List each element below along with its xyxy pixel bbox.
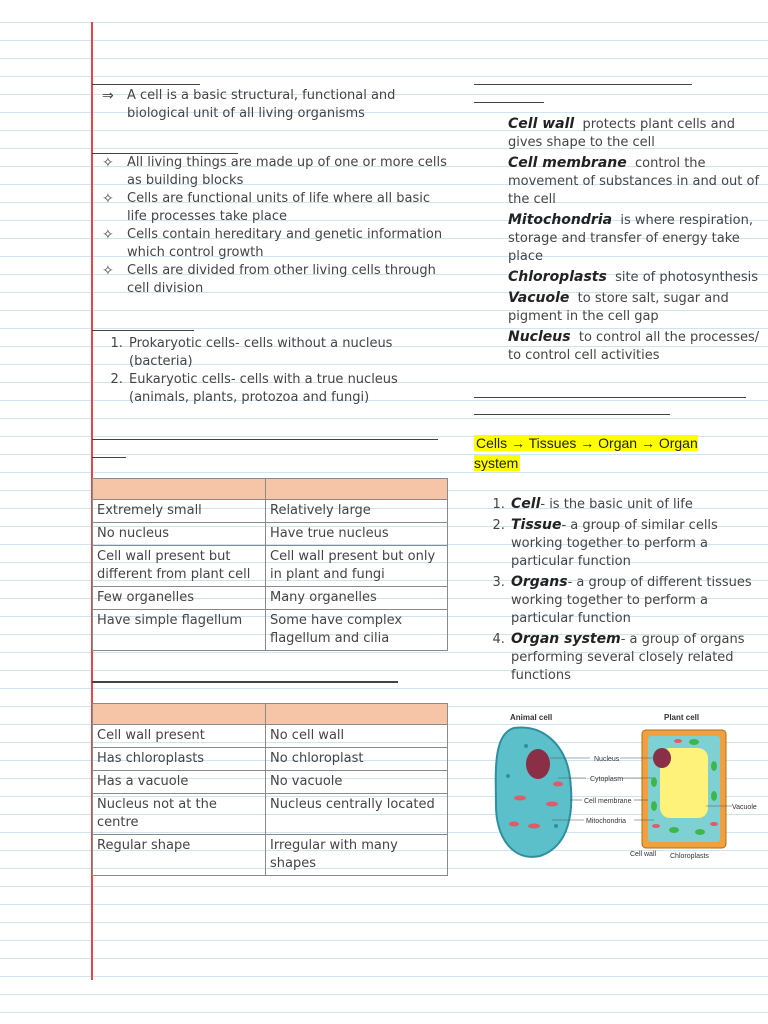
star-icon: ✧ <box>102 263 114 279</box>
table-row: No nucleus Have true nucleus <box>93 523 448 546</box>
label-cell-wall: Cell wall <box>630 851 657 858</box>
animal-cell-title: Animal cell <box>510 713 553 722</box>
table-header-cell <box>93 479 266 500</box>
table-row: Nucleus not at the centre Nucleus centrally located <box>93 794 448 835</box>
animal-cell-body <box>496 728 572 857</box>
star-icon: ✧ <box>102 227 114 243</box>
table-row: Regular shape Irregular with many shapes <box>93 835 448 876</box>
level-item: 2. Tissue- a group of similar cells working together to perform a particular function <box>509 516 764 571</box>
cell-diagram <box>474 706 764 866</box>
cell-theory-item: ✧ All living things are made up of one or more cells as building blocks <box>102 155 447 188</box>
plant-mitochondrion <box>674 739 682 743</box>
organelle-item: Cell membrane control the movement of substances in and out of the cell <box>508 155 760 207</box>
organelle-list <box>508 115 768 365</box>
cell-type-item: 2. Eukaryotic cells- cells with a true nucleus (animals, plants, protozoa and fungi) <box>127 371 452 407</box>
organelle-item: Cell wall protects plant cells and gives shape to the cell <box>508 116 736 150</box>
animal-mitochondrion <box>509 822 519 827</box>
hierarchy-block <box>474 433 736 473</box>
left-column <box>92 72 452 876</box>
organelle-item: Vacuole to store salt, sugar and pigment in the cell gap <box>508 290 729 324</box>
level-item: 1. Cell- is the basic unit of life <box>509 495 764 514</box>
plant-chloroplast <box>669 827 679 833</box>
table-header-row <box>93 704 448 725</box>
heading-blank-cell-types <box>92 318 194 331</box>
heading-blank-hierarchy-line1 <box>474 385 746 398</box>
hierarchy-highlight: Cells → Tissues → Organ → Organ system <box>474 435 698 471</box>
cell-types-list <box>92 335 452 407</box>
table-header-row <box>93 479 448 500</box>
heading-blank-table1-line2 <box>92 440 126 458</box>
cell-theory-item: ✧ Cells are functional units of life where all basic life processes take place <box>102 191 430 224</box>
definition-text: A cell is a basic structural, functional and biological unit of all living organisms <box>127 88 396 121</box>
definition-list <box>92 87 452 123</box>
cell-diagram-svg <box>474 706 764 866</box>
label-vacuole: Vacuole <box>732 804 757 811</box>
cell-type-item: 1. Prokaryotic cells- cells without a nucleus (bacteria) <box>127 335 452 371</box>
cell-theory-item: ✧ Cells are divided from other living cells through cell division <box>102 263 436 296</box>
animal-vesicle <box>524 744 528 748</box>
heading-blank-cell-theory <box>92 141 238 154</box>
plant-chloroplast <box>651 801 657 811</box>
table-header-cell <box>93 704 266 725</box>
organisation-levels-list <box>474 495 764 685</box>
plant-cell-title: Plant cell <box>664 713 700 722</box>
table-row: Has a vacuole No vacuole <box>93 771 448 794</box>
plant-mitochondrion <box>710 822 718 826</box>
label-nucleus: Nucleus <box>594 756 620 763</box>
label-cell-membrane: Cell membrane <box>584 798 632 805</box>
label-chloroplasts: Chloroplasts <box>670 853 709 860</box>
organelle-item: Mitochondria is where respiration, storage and transfer of energy take place <box>508 212 753 264</box>
heading-blank-table1-line1 <box>92 427 438 440</box>
plant-chloroplast <box>711 761 717 771</box>
plant-mitochondrion <box>652 824 660 828</box>
level-item: 3. Organs- a group of different tissues working together to perform a particular function <box>509 573 764 628</box>
level-item: 4. Organ system- a group of organs performing several closely related functions <box>509 630 764 685</box>
animal-mitochondrion <box>546 802 558 807</box>
definition-item <box>92 87 452 123</box>
right-column <box>474 72 764 687</box>
label-mitochondria: Mitochondria <box>586 818 627 825</box>
heading-blank-organelles-line2 <box>474 85 544 103</box>
prokaryote-eukaryote-table <box>92 478 448 651</box>
table-row: Have simple flagellum Some have complex flagellum and cilia <box>93 610 448 651</box>
animal-mitochondrion <box>528 824 540 829</box>
organelle-item: Chloroplasts site of photosynthesis <box>508 269 759 285</box>
label-cytoplasm: Cytoplasm <box>590 776 624 783</box>
cell-theory-item: ✧ Cells contain hereditary and genetic information which control growth <box>102 227 443 260</box>
cell-theory-list <box>92 154 452 298</box>
table-row: Few organelles Many organelles <box>93 587 448 610</box>
plant-chloroplast <box>651 777 657 787</box>
heading-blank-table2 <box>92 669 398 683</box>
animal-vesicle <box>506 774 510 778</box>
animal-vesicle <box>554 824 558 828</box>
animal-mitochondrion <box>514 796 526 801</box>
plant-chloroplast <box>711 791 717 801</box>
table-row: Cell wall present but different from plant cell Cell wall present but only in plant and fungi <box>93 546 448 587</box>
animal-nucleus <box>526 749 550 779</box>
arrow-icon: ⇒ <box>102 88 114 104</box>
plant-chloroplast <box>695 829 705 835</box>
heading-blank-hierarchy-line2 <box>474 398 670 415</box>
heading-blank-definition <box>92 72 200 85</box>
table-row: Cell wall present No cell wall <box>93 725 448 748</box>
plant-animal-table <box>92 703 448 876</box>
table-header-cell <box>266 704 448 725</box>
star-icon: ✧ <box>102 155 114 171</box>
heading-blank-organelles-line1 <box>474 72 692 85</box>
organelle-item: Nucleus to control all the processes/ to control cell activities <box>508 329 760 363</box>
table-row: Has chloroplasts No chloroplast <box>93 748 448 771</box>
animal-mitochondrion <box>553 782 563 787</box>
star-icon: ✧ <box>102 191 114 207</box>
plant-chloroplast <box>689 739 699 745</box>
table-header-cell <box>266 479 448 500</box>
table-row: Extremely small Relatively large <box>93 500 448 523</box>
